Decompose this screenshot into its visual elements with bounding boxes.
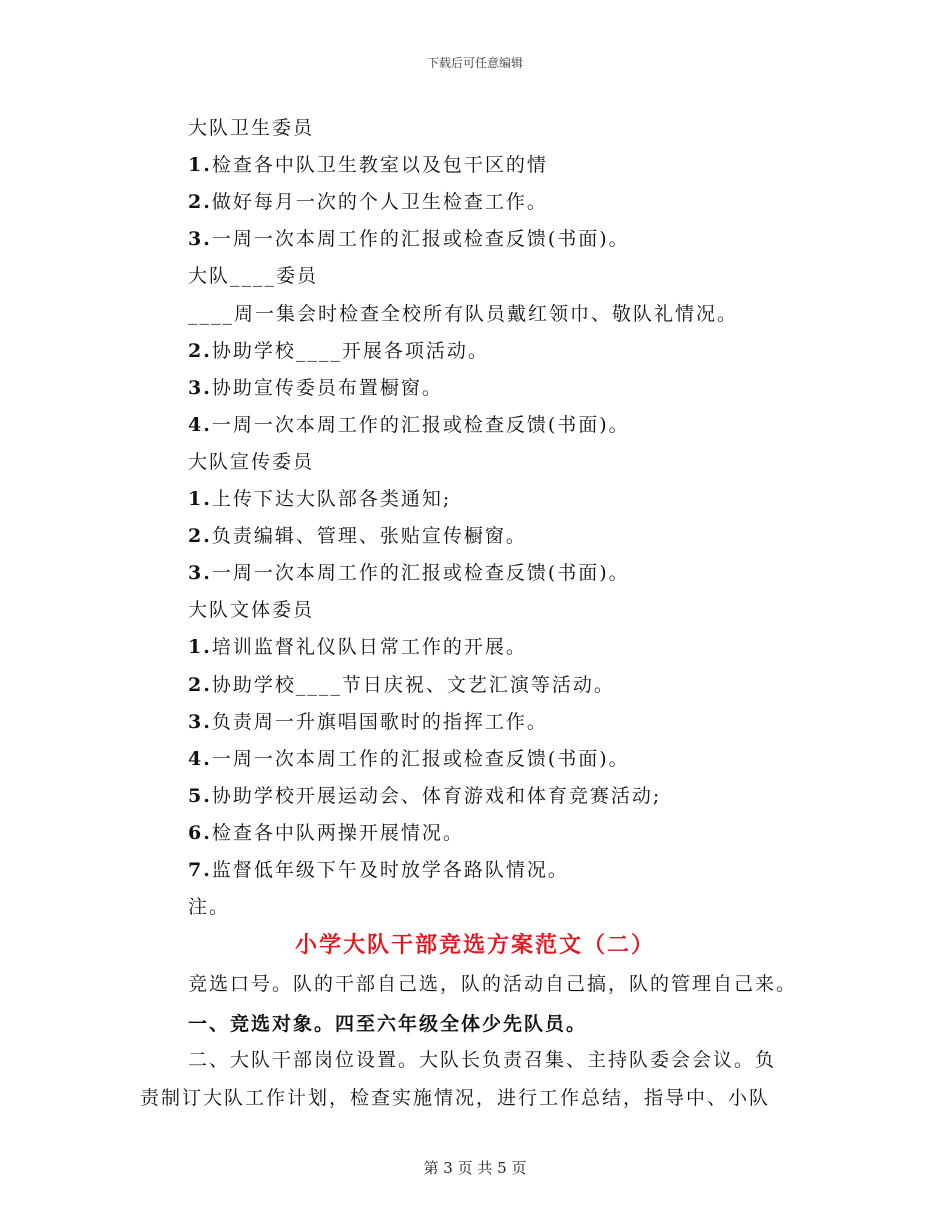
list-item-number: 3. <box>188 710 212 733</box>
list-item <box>188 411 630 439</box>
list-item <box>188 485 451 513</box>
list-item-number: 3. <box>188 228 212 251</box>
list-item-text: 一周一次本周工作的汇报或检查反馈(书面)。 <box>211 562 630 585</box>
list-item-number: 2. <box>188 525 212 548</box>
list-item <box>188 559 630 587</box>
list-item-text: 检查各中队两操开展情况。 <box>211 821 464 844</box>
list-item-number: 1. <box>188 488 212 510</box>
list-item-text: ____周一集会时检查全校所有队员戴红领巾、敬队礼情况。 <box>188 302 739 325</box>
page-header-note: 下载后可任意编辑 <box>426 56 523 70</box>
list-item-number: 5. <box>188 784 212 807</box>
list-item-number: 7. <box>188 859 212 881</box>
list-item-text: 大队卫生委员 <box>188 117 315 139</box>
list-item <box>188 819 464 847</box>
list-item-number: 3. <box>188 376 212 399</box>
list-item-text: 上传下达大队部各类通知; <box>211 488 452 510</box>
list-item-text: 协助学校____开展各项活动。 <box>211 339 489 362</box>
list-item-text: 大队文体委员 <box>188 599 315 622</box>
list-item-text: 负责周一升旗唱国歌时的指挥工作。 <box>211 710 548 733</box>
list-item <box>188 225 630 253</box>
list-item-text: 协助学校开展运动会、体育游戏和体育竞赛活动; <box>211 784 662 807</box>
list-item-text: 负责编辑、管理、张贴宣传橱窗。 <box>211 525 527 548</box>
list-item-text: 大队____委员 <box>188 265 319 288</box>
list-item-number: 4. <box>188 413 212 436</box>
list-item-number: 2. <box>188 339 212 362</box>
section-heading <box>188 114 314 142</box>
list-item-number: 1. <box>188 154 212 177</box>
list-item <box>188 671 615 699</box>
list-item-text: 培训监督礼仪队日常工作的开展。 <box>211 636 527 659</box>
list-item-text: 一周一次本周工作的汇报或检查反馈(书面)。 <box>211 413 630 436</box>
list-item-number: 1. <box>188 636 212 659</box>
list-item-number: 3. <box>188 562 212 585</box>
list-item <box>188 522 527 550</box>
section-heading <box>188 596 314 624</box>
list-item-text: 一周一次本周工作的汇报或检查反馈(书面)。 <box>211 228 630 251</box>
list-item-number: 2. <box>188 673 212 696</box>
list-item <box>188 374 443 402</box>
list-item <box>188 856 569 884</box>
list-item-text: 检查各中队卫生教室以及包干区的情 <box>211 154 548 177</box>
list-item-number: 6. <box>188 821 212 844</box>
list-item-number: 2. <box>188 191 212 214</box>
list-item <box>188 745 630 773</box>
slogan-paragraph: 竞选口号。队的干部自己选，队的活动自己搞，队的管理自己来。 <box>188 973 798 995</box>
section-heading <box>188 262 318 290</box>
item-2-paragraph-line-2: 责制订大队工作计划，检查实施情况，进行工作总结，指导中、小队 <box>140 1087 771 1109</box>
page-footer-number: 第 3 页 共 5 页 <box>423 1159 527 1177</box>
list-item-text: 协助学校____节日庆祝、文艺汇演等活动。 <box>211 673 615 696</box>
list-item <box>188 151 548 179</box>
list-item-text: 大队宣传委员 <box>188 450 315 473</box>
item-1-paragraph: 一、竞选对象。四至六年级全体少先队员。 <box>188 1013 588 1035</box>
list-item-text: 协助宣传委员布置橱窗。 <box>211 376 443 399</box>
item-2-paragraph-line-1: 二、大队干部岗位设置。大队长负责召集、主持队委会会议。负 <box>188 1049 777 1071</box>
list-item-text: 注。 <box>188 896 231 919</box>
list-item <box>188 708 548 736</box>
list-item <box>188 782 661 810</box>
list-item <box>188 188 548 216</box>
section-heading <box>188 300 738 328</box>
list-item-text: 监督低年级下午及时放学各路队情况。 <box>211 859 569 881</box>
list-item <box>188 633 527 661</box>
list-item <box>188 337 489 365</box>
section-title: 小学大队干部竞选方案范文（二） <box>294 932 655 958</box>
list-item-number: 4. <box>188 747 212 770</box>
list-item-text: 一周一次本周工作的汇报或检查反馈(书面)。 <box>211 747 630 770</box>
section-heading <box>188 448 314 476</box>
list-item-text: 做好每月一次的个人卫生检查工作。 <box>211 191 548 214</box>
section-heading <box>188 893 230 921</box>
